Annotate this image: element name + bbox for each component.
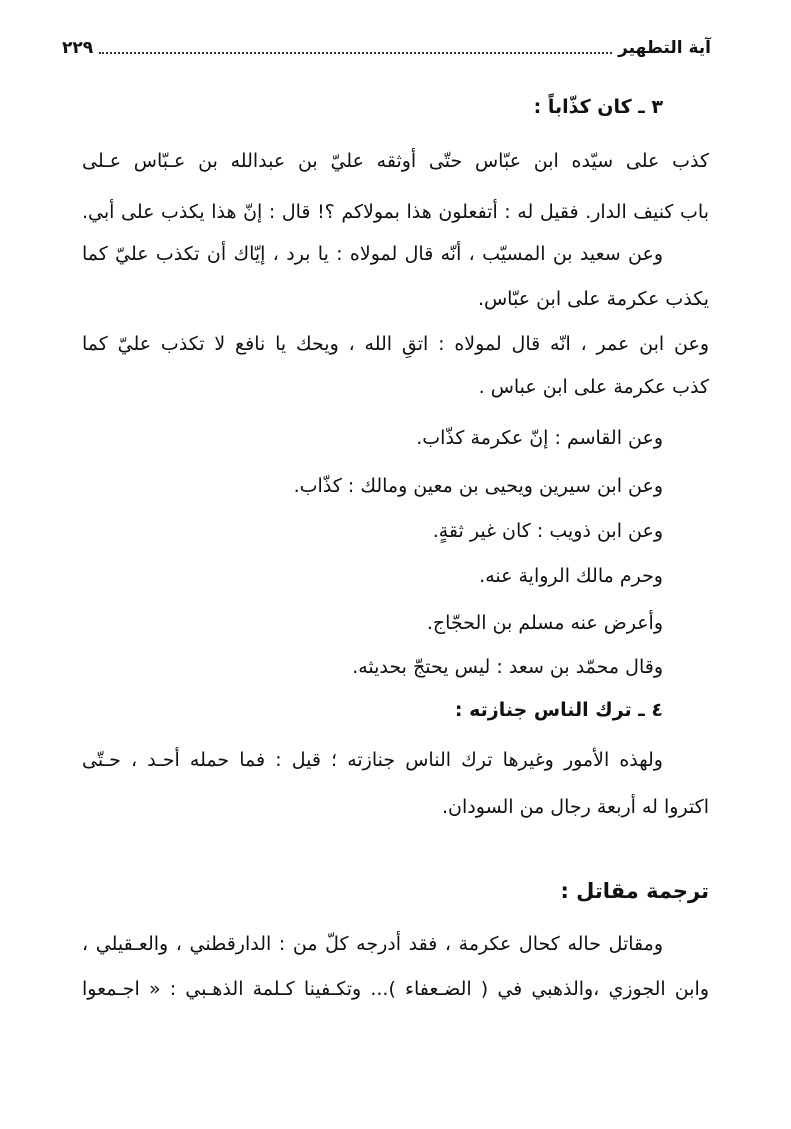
paragraph-line: وعن ابن ذويب : كان غير ثقةٍ.	[432, 520, 663, 542]
header-title: آية التطهير	[618, 38, 711, 58]
section-heading-4: ٤ ـ ترك الناس جنازته :	[454, 699, 663, 721]
paragraph-line: كذب على سيّده ابن عبّاس حتّى أوثقه عليّ بن عبدالله بن عـبّاس عـلى	[82, 150, 709, 172]
paragraph-line: ولهذه الأمور وغيرها ترك الناس جنازته ؛ قيل : فما حمله أحـد ، حـتّى	[82, 749, 663, 771]
running-header	[62, 36, 711, 60]
paragraph-line: وأعرض عنه مسلم بن الحجّاج.	[426, 612, 663, 634]
section-title-muqatil: ترجمة مقاتل :	[560, 879, 709, 903]
paragraph-line: وقال محمّد بن سعد : ليس يحتجّ بحديثه.	[352, 656, 663, 678]
paragraph-line: وعن ابن سيرين ويحيى بن معين ومالك : كذّاب.	[293, 475, 663, 497]
paragraph-line: يكذب عكرمة على ابن عبّاس.	[477, 288, 709, 310]
paragraph-line: اكتروا له أربعة رجال من السودان.	[442, 796, 709, 818]
paragraph-line: باب كنيف الدار. فقيل له : أتفعلون هذا بمولاكم ؟! قال : إنّ هذا يكذب على أبي.	[82, 201, 709, 223]
paragraph-line: وعن القاسم : إنّ عكرمة كذّاب.	[416, 427, 663, 449]
header-dot-leader	[99, 52, 612, 54]
page-number: ٢٢٩	[62, 38, 94, 58]
paragraph-line: كذب عكرمة على ابن عباس .	[478, 376, 709, 398]
section-heading-3: ٣ ـ كان كذّاباً :	[533, 96, 663, 118]
paragraph-line: وحرم مالك الرواية عنه.	[479, 565, 663, 587]
paragraph-line: وعن ابن عمر ، انّه قال لمولاه : اتقِ الله ، ويحك يا نافع لا تكذب عليّ كما	[82, 333, 709, 355]
paragraph-line: ومقاتل حاله كحال عكرمة ، فقد أدرجه كلّ من : الدارقطني ، والعـقيلي ،	[82, 933, 663, 955]
paragraph-line: وابن الجوزي ،والذهبي في ( الضـعفاء )... وتكـفينا كـلمة الذهـبي : « اجـمعوا	[82, 978, 709, 1000]
paragraph-line: وعن سعيد بن المسيّب ، أنّه قال لمولاه : يا برد ، إيّاك أن تكذب عليّ كما	[82, 243, 663, 265]
